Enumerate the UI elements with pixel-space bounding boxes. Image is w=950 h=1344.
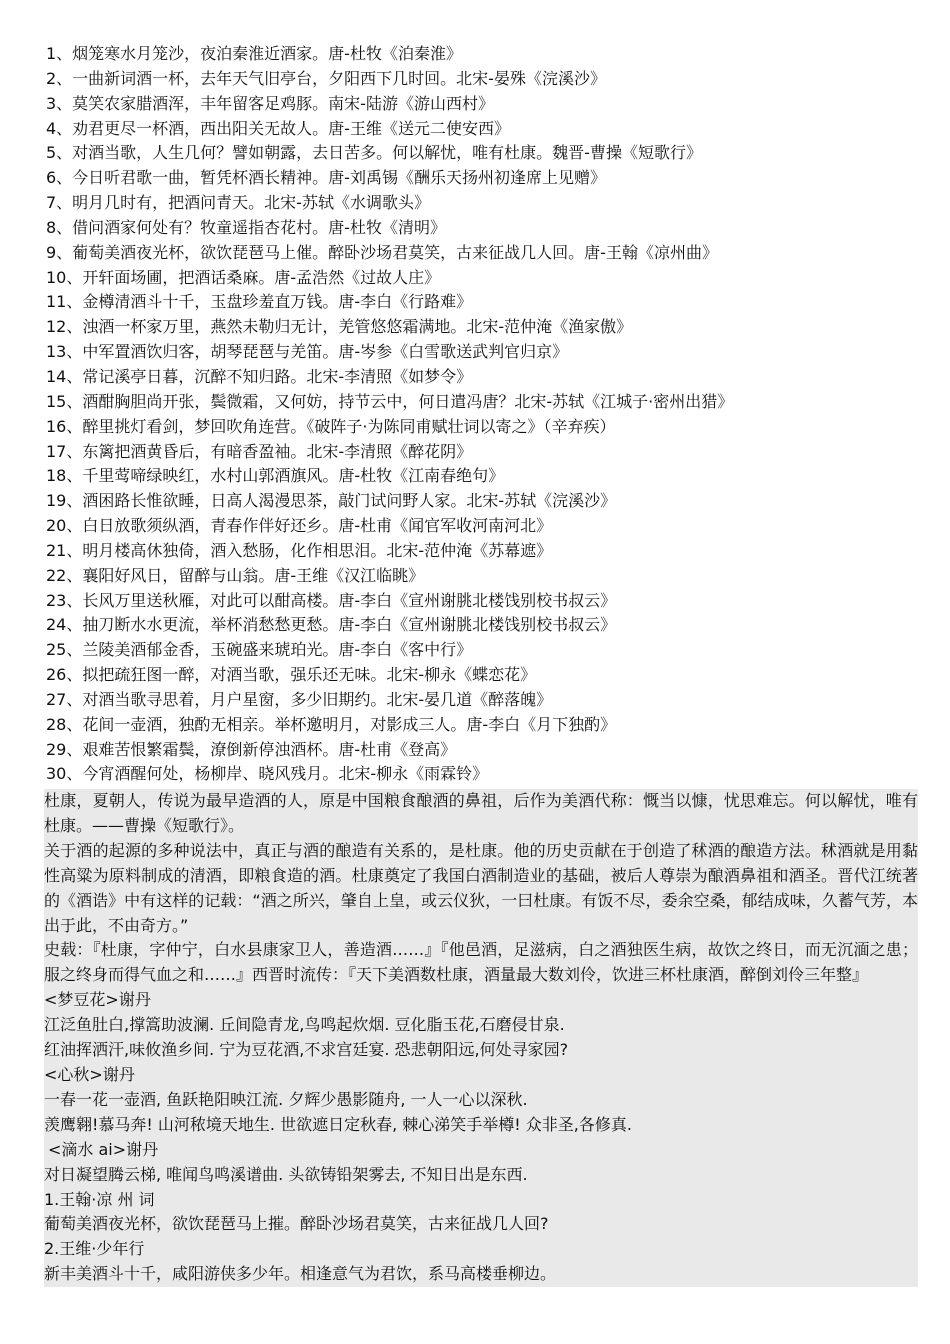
poem-line: 羡鹰翱!慕马奔! 山河秾境天地生. 世欲遮日定秋春, 棘心涕笑手举樽! 众非圣,各修真. [44,1114,632,1134]
list-item: 8、借问酒家何处有？牧童遥指杏花村。唐-杜牧《清明》 [46,217,446,237]
list-item: 17、东篱把酒黄昏后，有暗香盈袖。北宋-李清照《醉花阴》 [46,441,473,461]
list-item: 24、抽刀断水水更流，举杯消愁愁更愁。唐-李白《宣州谢朓北楼饯别校书叔云》 [46,615,617,635]
list-item: 27、对酒当歌寻思着，月户星窗，多少旧期约。北宋-晏几道《醉落魄》 [46,689,553,709]
list-item: 12、浊酒一杯家万里，燕然未勒归无计，羌管悠悠霜满地。北宋-范仲淹《渔家傲》 [46,317,633,337]
list-item: 29、艰难苦恨繁霜鬓，潦倒新停浊酒杯。唐-杜甫《登高》 [46,739,457,759]
dukang-intro-paragraph: 杜康，夏朝人，传说为最早造酒的人，原是中国粮食酿酒的鼻祖，后作为美酒代称：慨当以慷，忧思难忘。何以解忧，唯有杜康。——曹操《短歌行》。 [44,791,918,835]
list-item: 14、常记溪亭日暮，沉醉不知归路。北宋-李清照《如梦令》 [46,366,473,386]
list-item: 1、烟笼寒水月笼沙，夜泊秦淮近酒家。唐-杜牧《泊秦淮》 [46,44,462,63]
poem-heading: <心秋>谢丹 [44,1064,135,1084]
list-item: 28、花间一壶酒，独酌无相亲。举杯邀明月，对影成三人。唐-李白《月下独酌》 [46,714,617,734]
list-item: 26、拟把疏狂图一醉，对酒当歌，强乐还无味。北宋-柳永《蝶恋花》 [46,665,537,685]
list-item: 11、金樽清酒斗十千，玉盘珍羞直万钱。唐-李白《行路难》 [46,292,473,312]
poem-quote-list [46,42,926,787]
poem-line: 红油挥洒汗,味攸渔乡间. 宁为豆花酒,不求宫廷宴. 恐悲朝阳远,何处寻家园? [44,1040,569,1060]
poem-line: 对日凝望腾云梯, 唯闻鸟鸣溪谱曲. 头欲铸铅架雾去, 不知日出是东西. [44,1164,528,1184]
list-item: 25、兰陵美酒郁金香，玉碗盛来琥珀光。唐-李白《客中行》 [46,640,473,660]
poem-heading: 1.王翰·凉 州 词 [44,1189,155,1209]
list-item: 3、莫笑农家腊酒浑，丰年留客足鸡豚。南宋-陆游《游山西村》 [46,93,494,113]
poem-heading: 2.王维·少年行 [44,1239,145,1259]
list-item: 4、劝君更尽一杯酒，西出阳关无故人。唐-王维《送元二使安西》 [46,118,510,138]
list-item: 23、长风万里送秋雁，对此可以酣高楼。唐-李白《宣州谢朓北楼饯别校书叔云》 [46,590,617,610]
prose-section [44,789,918,1287]
list-item: 10、开轩面场圃，把酒话桑麻。唐-孟浩然《过故人庄》 [46,267,441,287]
poem-line: 一春一花一壶酒, 鱼跃艳阳映江流. 夕辉少愚影随舟, 一人一心以深秋. [44,1089,528,1109]
list-item: 30、今宵酒醒何处，杨柳岸、晓风残月。北宋-柳永《雨霖铃》 [46,764,489,784]
list-item: 7、明月几时有，把酒问青天。北宋-苏轼《水调歌头》 [46,193,430,213]
list-item: 19、酒困路长惟欲睡，日高人渴漫思茶，敲门试问野人家。北宋-苏轼《浣溪沙》 [46,491,617,511]
list-item: 13、中军置酒饮归客，胡琴琵琶与羌笛。唐-岑参《白雪歌送武判官归京》 [46,342,569,362]
list-item: 18、千里莺啼绿映红，水村山郭酒旗风。唐-杜牧《江南春绝句》 [46,466,505,486]
list-item: 5、对酒当歌，人生几何？譬如朝露，去日苦多。何以解忧，唯有杜康。魏晋-曹操《短歌行》 [46,143,702,163]
poem-heading: <滴水 ai>谢丹 [48,1139,159,1159]
poem-line: 江泛鱼肚白,撑篙助波澜. 丘间隐青龙,鸟鸣起炊烟. 豆化脂玉花,石磨侵甘泉. [44,1015,565,1035]
poem-heading: <梦豆花>谢丹 [44,990,151,1010]
poem-line: 葡萄美酒夜光杯，欲饮琵琶马上摧。醉卧沙场君莫笑，古来征战几人回? [44,1214,549,1234]
list-item: 2、一曲新词酒一杯，去年天气旧亭台，夕阳西下几时回。北宋-晏殊《浣溪沙》 [46,68,606,88]
list-item: 9、葡萄美酒夜光杯，欲饮琵琶马上催。醉卧沙场君莫笑，古来征战几人回。唐-王翰《凉州曲》 [46,242,718,262]
poem-line: 新丰美酒斗十千，咸阳游侠多少年。相逢意气为君饮，系马高楼垂柳边。 [44,1264,557,1284]
list-item: 22、襄阳好风日，留醉与山翁。唐-王维《汉江临眺》 [46,565,425,585]
list-item: 16、醉里挑灯看剑，梦回吹角连营。《破阵子·为陈同甫赋壮词以寄之》（辛弃疾） [46,416,616,436]
list-item: 20、白日放歌须纵酒，青春作伴好还乡。唐-杜甫《闻官军收河南河北》 [46,516,553,536]
list-item: 15、酒酣胸胆尚开张，鬓微霜，又何妨，持节云中，何日遣冯唐？北宋-苏轼《江城子·密州出猎》 [46,391,734,411]
list-item: 6、今日听君歌一曲，暂凭杯酒长精神。唐-刘禹锡《酬乐天扬州初逢席上见赠》 [46,168,606,188]
wine-origin-paragraph: 关于酒的起源的多种说法中，真正与酒的酿造有关系的，是杜康。他的历史贡献在于创造了秫酒的酿造方法。秫酒就是用黏性高粱为原料制成的清酒，即粮食造的酒。杜康奠定了我国白酒制造业的基础，被后人尊崇为酿酒鼻祖和酒圣。晋代江统著的《酒诰》中有这样的记载：“酒之所兴，肇自上皇，或云仪狄，一曰杜康。有饭不尽，委余空桑，郁结成味，久蓄气芳，本出于此，不由奇方。” [44,840,918,935]
list-item: 21、明月楼高休独倚，酒入愁肠，化作相思泪。北宋-范仲淹《苏幕遮》 [46,540,553,560]
history-records-paragraph: 史载：『杜康，字仲宁，白水县康家卫人，善造酒……』『他邑酒，足滋病，白之酒独医生病，故饮之终日，而无沉湎之患；服之终身而得气血之和……』西晋时流传：『天下美酒数杜康，酒量最大数刘伶，饮进三杯杜康酒，醉倒刘伶三年整』 [44,940,918,985]
